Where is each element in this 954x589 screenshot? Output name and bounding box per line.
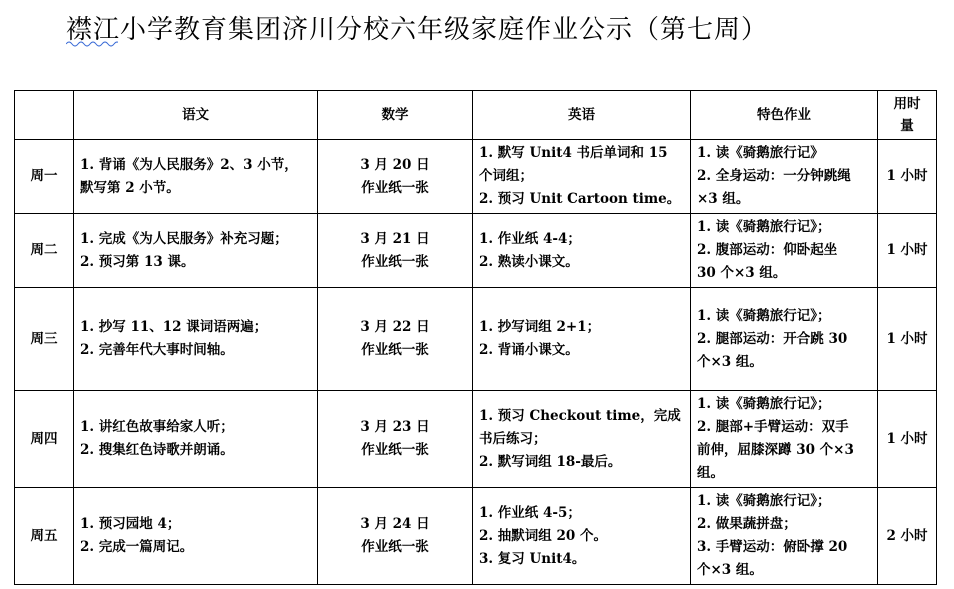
header-hours-line1: 用时 (893, 96, 921, 112)
cell-special-line: ×3 组。 (697, 191, 750, 207)
cell-special-line: 2. 腹部运动：仰卧起坐 (697, 242, 838, 258)
cell-chinese-line: 1. 背诵《为人民服务》2、3 小节， (80, 156, 298, 173)
table-row (15, 140, 937, 214)
cell-english-line: 1. 作业纸 4-5； (479, 504, 581, 521)
cell-math (318, 288, 473, 391)
cell-chinese-line: 1. 讲红色故事给家人听； (80, 419, 234, 435)
header-special: 特色作业 (691, 91, 878, 140)
cell-english (473, 488, 691, 585)
cell-math-line: 作业纸一张 (361, 253, 429, 270)
cell-special (691, 288, 878, 391)
cell-english (473, 140, 691, 214)
cell-chinese-line: 2. 完善年代大事时间轴。 (80, 342, 234, 358)
cell-day: 周四 (15, 391, 74, 488)
cell-math (318, 140, 473, 214)
homework-table (14, 90, 937, 585)
cell-chinese (74, 488, 318, 585)
cell-hours: 1 小时 (878, 140, 937, 214)
cell-math-line: 3 月 20 日 (360, 156, 430, 173)
cell-math (318, 488, 473, 585)
cell-english-line: 1. 作业纸 4-4； (479, 230, 581, 247)
cell-english-line: 书后练习； (479, 430, 547, 447)
cell-chinese-line: 2. 完成一篇周记。 (80, 539, 194, 555)
spellcheck-underline (66, 40, 118, 48)
cell-special-line: 个×3 组。 (697, 353, 763, 370)
cell-special-line: 2. 腿部运动：开合跳 30 (697, 330, 848, 347)
header-hours-line2: 量 (900, 118, 914, 134)
cell-special-line: 3. 手臂运动：俯卧撑 20 (697, 539, 848, 555)
cell-english (473, 391, 691, 488)
cell-special-line: 组。 (697, 465, 724, 481)
cell-hours: 1 小时 (878, 391, 937, 488)
cell-english-line: 2. 背诵小课文。 (479, 342, 579, 358)
cell-english-line: 3. 复习 Unit4。 (479, 550, 586, 567)
cell-special (691, 391, 878, 488)
cell-special-line: 2. 做果蔬拼盘； (697, 516, 797, 532)
header-hours (878, 91, 937, 140)
cell-special-line: 1. 读《骑鹅旅行记》； (697, 396, 831, 412)
cell-chinese-line: 2. 预习第 13 课。 (80, 253, 195, 270)
cell-special-line: 1. 读《骑鹅旅行记》； (697, 307, 831, 324)
header-row (15, 91, 937, 140)
cell-special-line: 前伸，屈膝深蹲 30 个×3 (697, 442, 854, 458)
cell-hours: 2 小时 (878, 488, 937, 585)
header-math: 数学 (318, 91, 473, 140)
cell-english-line: 1. 默写 Unit4 书后单词和 15 (479, 145, 668, 161)
cell-english-line: 2. 预习 Unit Cartoon time。 (479, 191, 681, 207)
cell-chinese-line: 1. 完成《为人民服务》补充习题； (80, 230, 288, 247)
cell-math (318, 391, 473, 488)
cell-hours: 1 小时 (878, 288, 937, 391)
table-row (15, 391, 937, 488)
cell-special-line: 1. 读《骑鹅旅行记》； (697, 219, 831, 235)
cell-english (473, 288, 691, 391)
cell-math (318, 214, 473, 288)
header-chinese: 语文 (74, 91, 318, 140)
cell-english-line: 2. 熟读小课文。 (479, 253, 579, 270)
table-row (15, 488, 937, 585)
cell-math-line: 作业纸一张 (361, 342, 429, 358)
cell-day: 周五 (15, 488, 74, 585)
cell-chinese (74, 140, 318, 214)
cell-math-line: 作业纸一张 (361, 539, 429, 555)
cell-english-line: 个词组； (479, 168, 533, 184)
cell-chinese (74, 391, 318, 488)
cell-chinese-line: 默写第 2 小节。 (80, 179, 180, 196)
cell-math-line: 作业纸一张 (361, 442, 429, 458)
cell-chinese-line: 1. 预习园地 4； (80, 516, 181, 532)
cell-math-line: 作业纸一张 (361, 179, 429, 196)
cell-special (691, 488, 878, 585)
cell-english-line: 2. 抽默词组 20 个。 (479, 527, 607, 544)
cell-day: 周二 (15, 214, 74, 288)
cell-special-line: 1. 读《骑鹅旅行记》 (697, 145, 824, 161)
cell-special-line: 2. 腿部+手臂运动：双手 (697, 419, 849, 435)
cell-chinese-line: 2. 搜集红色诗歌并朗诵。 (80, 442, 234, 458)
cell-english-line: 1. 抄写词组 2+1； (479, 319, 601, 335)
cell-chinese (74, 288, 318, 391)
cell-math-line: 3 月 22 日 (360, 319, 430, 335)
cell-chinese (74, 214, 318, 288)
cell-english (473, 214, 691, 288)
cell-hours: 1 小时 (878, 214, 937, 288)
table-row (15, 288, 937, 391)
cell-special-line: 2. 全身运动：一分钟跳绳 (697, 168, 851, 184)
header-english: 英语 (473, 91, 691, 140)
cell-math-line: 3 月 21 日 (360, 230, 430, 247)
cell-special-line: 1. 读《骑鹅旅行记》； (697, 493, 831, 509)
cell-day: 周一 (15, 140, 74, 214)
cell-english-line: 2. 默写词组 18-最后。 (479, 453, 622, 470)
cell-math-line: 3 月 24 日 (360, 516, 430, 532)
cell-day: 周三 (15, 288, 74, 391)
cell-math-line: 3 月 23 日 (360, 419, 430, 435)
cell-chinese-line: 1. 抄写 11、12 课词语两遍； (80, 319, 268, 335)
table-row (15, 214, 937, 288)
cell-special-line: 30 个×3 组。 (697, 265, 787, 281)
cell-special (691, 140, 878, 214)
page-title: 襟江小学教育集团济川分校六年级家庭作业公示（第七周） (66, 15, 769, 45)
header-day (15, 91, 74, 140)
cell-special (691, 214, 878, 288)
cell-special-line: 个×3 组。 (697, 562, 763, 578)
cell-english-line: 1. 预习 Checkout time，完成 (479, 407, 681, 424)
